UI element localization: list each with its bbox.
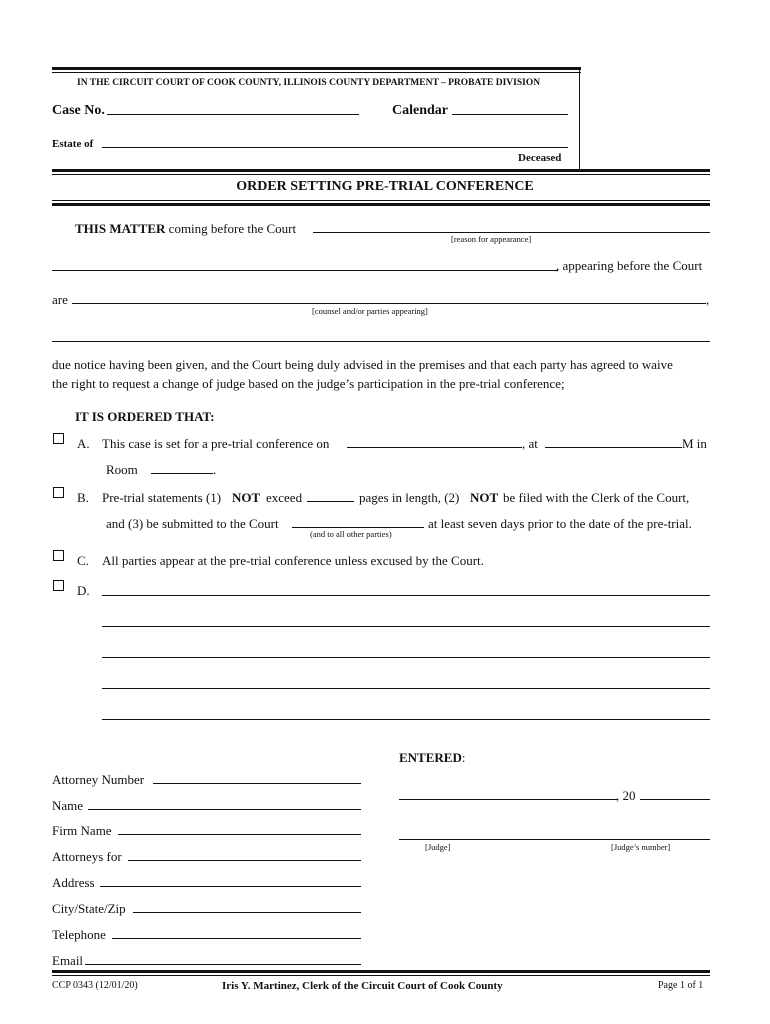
checkbox-c[interactable] [53,550,64,561]
checkbox-d[interactable] [53,580,64,591]
item-a-room: Room [106,462,138,477]
checkbox-b[interactable] [53,487,64,498]
entered-colon: : [461,750,466,765]
item-b-text5: and (3) be submitted to the Court [106,516,279,531]
notice-line-1: due notice having been given, and the Court being duly advised in the premises and that each party has agreed to waive [52,357,673,372]
checkbox-a[interactable] [53,433,64,444]
email-field[interactable] [85,964,361,965]
item-d-letter: D. [77,583,90,598]
title-top-rule-thin [52,174,710,175]
notice-line-2: the right to request a change of judge based on the judge’s participation in the pre-trial conference; [52,376,565,391]
item-d-line-2[interactable] [102,626,710,627]
judge-label: [Judge] [425,842,451,852]
estate-of-label: Estate of [52,138,94,150]
ordered-heading: IT IS ORDERED THAT: [75,409,215,424]
city-state-zip-label: City/State/Zip [52,901,126,916]
item-a-letter: A. [77,436,90,451]
form-number: CCP 0343 (12/01/20) [52,980,138,991]
email-label: Email [52,953,84,968]
calendar-label: Calendar [392,103,448,118]
judge-signature-field[interactable] [399,839,710,840]
entered-year-text: , 20 [616,788,636,803]
conference-time-field[interactable] [545,447,682,448]
case-no-label: Case No. [52,103,105,118]
clerk-name: Iris Y. Martinez, Clerk of the Circuit Court of Cook County [222,980,503,992]
item-b-text6: at least seven days prior to the date of the pre-trial. [428,516,692,531]
attorneys-for-field[interactable] [128,860,361,861]
item-d-line-5[interactable] [102,719,710,720]
item-b-text4: be filed with the Clerk of the Court, [503,490,690,505]
item-a-at: , at [522,436,538,451]
name-label: Name [52,798,84,813]
page-number: Page 1 of 1 [658,980,704,991]
room-field[interactable] [151,473,213,474]
item-d-line-4[interactable] [102,688,710,689]
entered-year-field[interactable] [640,799,710,800]
item-b-not2: NOT [470,490,499,505]
deceased-label: Deceased [518,152,562,164]
coming-text: coming before the Court [168,221,297,236]
this-matter-text [75,222,296,236]
counsel-comma: , [706,292,710,307]
counsel-field-2[interactable] [52,341,710,342]
estate-of-field[interactable] [102,147,568,148]
calendar-field[interactable] [452,114,568,115]
name-field[interactable] [88,809,361,810]
reason-label: [reason for appearance] [451,234,532,244]
item-b-label: (and to all other parties) [310,529,392,539]
address-label: Address [52,875,95,890]
attorney-number-field[interactable] [153,783,361,784]
title-top-rule-thick [52,169,710,172]
this-matter-bold: THIS MATTER [75,221,166,236]
telephone-label: Telephone [52,927,106,942]
appearing-field[interactable] [52,270,558,271]
title-bottom-rule-thick [52,203,710,206]
title-bottom-rule-thin [52,200,710,201]
court-heading: IN THE CIRCUIT COURT OF COOK COUNTY, ILLINOIS COUNTY DEPARTMENT – PROBATE DIVISION [77,78,541,88]
item-d-line-3[interactable] [102,657,710,658]
header-top-rule-thick [52,67,581,70]
item-b-text2: exceed [266,490,303,505]
item-a-text: This case is set for a pre-trial conference on [102,436,330,451]
judge-number-label: [Judge’s number] [611,842,671,852]
submission-date-field[interactable] [292,527,424,528]
attorney-number-label: Attorney Number [52,772,145,787]
item-c-text: All parties appear at the pre-trial conference unless excused by the Court. [102,553,484,568]
item-d-line-1[interactable] [102,595,710,596]
counsel-field[interactable] [72,303,706,304]
firm-name-label: Firm Name [52,823,112,838]
attorneys-for-label: Attorneys for [52,849,122,864]
item-a-period: . [213,462,217,477]
entered-date-field[interactable] [399,799,617,800]
firm-name-field[interactable] [118,834,361,835]
counsel-label: [counsel and/or parties appearing] [312,306,428,316]
appearing-text: , appearing before the Court [556,258,703,273]
entered-text: ENTERED [399,750,462,765]
entered-label [399,751,465,765]
city-state-zip-field[interactable] [133,912,361,913]
item-b-text1: Pre-trial statements (1) [102,490,222,505]
item-b-not1: NOT [232,490,261,505]
are-label: are [52,292,68,307]
telephone-field[interactable] [112,938,361,939]
footer-rule-thick [52,970,710,973]
conference-date-field[interactable] [347,447,522,448]
case-no-field[interactable] [107,114,359,115]
item-b-letter: B. [77,490,89,505]
page-limit-field[interactable] [307,501,354,502]
page-title: ORDER SETTING PRE-TRIAL CONFERENCE [236,179,534,194]
footer-rule-thin [52,975,710,976]
item-b-text3: pages in length, (2) [359,490,460,505]
header-top-rule-thin [52,72,581,73]
reason-field[interactable] [313,232,710,233]
header-right-border [579,67,580,169]
item-c-letter: C. [77,553,89,568]
item-a-m-in: M in [682,436,707,451]
address-field[interactable] [100,886,361,887]
